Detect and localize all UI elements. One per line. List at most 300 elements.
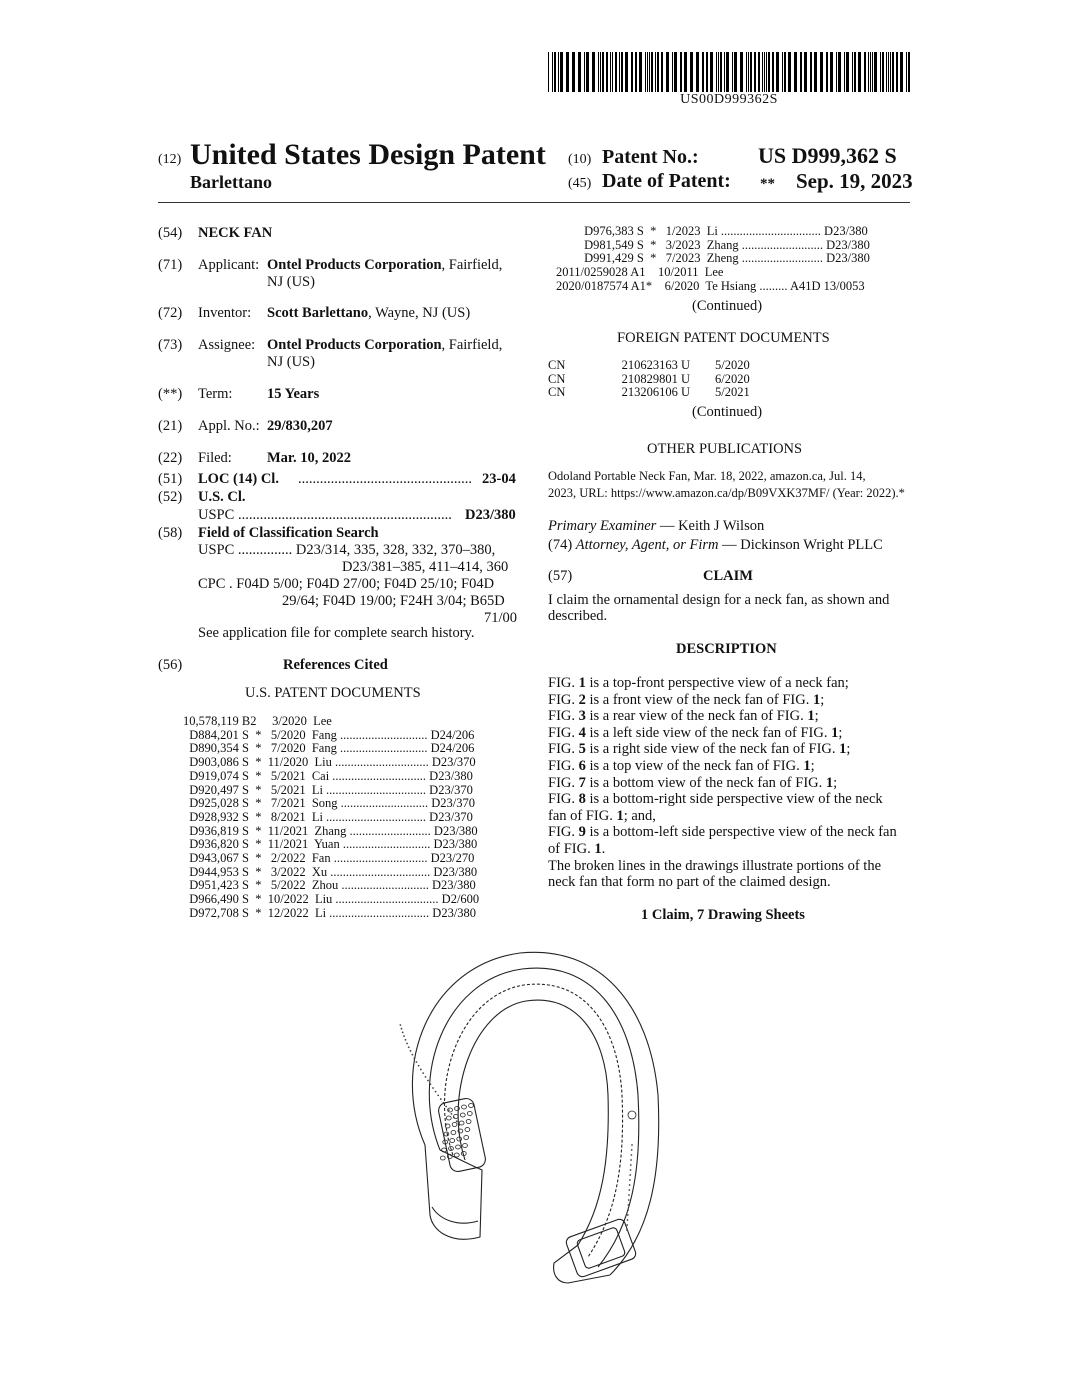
field-22-code: (22): [158, 450, 183, 466]
claim-text-2: described.: [548, 608, 608, 624]
vent-dot: [418, 1065, 420, 1067]
barcode-bar: [740, 52, 743, 92]
barcode-bar: [784, 52, 786, 92]
barcode-bar: [619, 52, 620, 92]
figure-number: 1: [812, 691, 821, 708]
reference-row: D972,708 S * 12/2022 Li ................................ D23/380: [183, 905, 477, 920]
vent-dot: [435, 1091, 437, 1093]
vent-dot: [403, 1035, 405, 1037]
grille-hole: [446, 1116, 451, 1120]
grille-hole: [467, 1112, 472, 1116]
foreign-references-list: [548, 359, 750, 400]
vent-dot: [401, 1028, 403, 1030]
continued-label-2: (Continued): [692, 404, 763, 420]
barcode-bar: [892, 52, 894, 92]
grille-hole: [444, 1132, 449, 1136]
barcode-bar: [702, 52, 704, 92]
reference-row: D944,953 S * 3/2022 Xu ................................ D23/380: [183, 864, 478, 879]
vent-dot: [627, 1214, 629, 1216]
description-text: ;: [833, 774, 838, 791]
grille-hole: [445, 1124, 450, 1128]
barcode-bar: [720, 52, 722, 92]
description-text: FIG.: [548, 691, 579, 708]
foreign-reference-row: CN 210829801 U 6/2020: [548, 371, 750, 386]
field-72-code: (72): [158, 305, 183, 321]
barcode-bar: [872, 52, 873, 92]
us-patent-docs-heading: U.S. PATENT DOCUMENTS: [245, 685, 421, 701]
search-note: See application file for complete search history.: [198, 625, 475, 641]
barcode-bar: [655, 52, 656, 92]
vent-dot: [628, 1204, 630, 1206]
description-text: is a top-front perspective view of a neck fan;: [585, 675, 849, 691]
vent-dot: [456, 1120, 458, 1122]
description-text: is a bottom view of the neck fan of FIG.: [585, 774, 826, 791]
reference-row: D903,086 S * 11/2020 Liu .............................. D23/370: [183, 755, 476, 770]
grille-hole: [454, 1153, 459, 1157]
barcode-bar: [858, 52, 861, 92]
barcode-bar: [846, 52, 849, 92]
claim-code: (57): [548, 568, 573, 584]
barcode-bar: [621, 52, 623, 92]
figure-number: 7: [578, 774, 586, 791]
assignee-location-2: NJ (US): [267, 354, 315, 370]
claim-text-1: I claim the ornamental design for a neck fan, as shown and: [548, 592, 890, 608]
grille-hole: [456, 1145, 461, 1149]
reference-row: D943,067 S * 2/2022 Fan .............................. D23/270: [183, 851, 475, 866]
description-text: FIG.: [548, 824, 579, 841]
patent-no-label: Patent No.:: [602, 146, 699, 168]
description-line: [548, 841, 910, 858]
barcode-bar: [706, 52, 708, 92]
barcode-bar: [606, 52, 608, 92]
barcode-bar: [598, 52, 599, 92]
vent-dot: [405, 1039, 407, 1041]
barcode-bar: [684, 52, 687, 92]
figure-number: 1: [825, 774, 834, 791]
vent-dot: [458, 1124, 460, 1126]
barcode-bar: [600, 52, 601, 92]
term-label: Term:: [198, 386, 233, 402]
barcode-bar: [868, 52, 869, 92]
grille-hole: [450, 1139, 455, 1143]
description-text: ;: [810, 757, 815, 774]
vent-dot: [406, 1043, 408, 1045]
header-rule: [158, 202, 910, 203]
barcode-bar: [649, 52, 650, 92]
vent-dot: [631, 1154, 633, 1156]
field-52-label: U.S. Cl.: [198, 489, 246, 505]
applicant-name: Ontel Products Corporation: [267, 257, 442, 273]
term-code: (**): [158, 386, 183, 402]
description-text: FIG.: [548, 708, 579, 725]
vent-dot: [399, 1024, 401, 1026]
barcode-bar: [647, 52, 648, 92]
description-line: [548, 858, 910, 875]
vent-dot: [422, 1072, 424, 1074]
barcode-bar: [724, 52, 725, 92]
figure-number: 1: [839, 741, 847, 758]
uspc-label: USPC: [198, 507, 235, 523]
grille-hole: [452, 1123, 457, 1127]
reference-row: D981,549 S * 3/2023 Zhang .......................... D23/380: [556, 237, 870, 252]
vent-dot: [425, 1076, 427, 1078]
barcode-bar: [836, 52, 837, 92]
reference-row: D936,819 S * 11/2021 Zhang .......................... D23/380: [183, 823, 478, 838]
barcode-bar: [852, 52, 853, 92]
barcode-bar: [657, 52, 659, 92]
barcode-bar: [651, 52, 653, 92]
barcode-number: US00D999362S: [680, 92, 778, 107]
vent-dot: [628, 1194, 630, 1196]
vent-dot: [453, 1117, 455, 1119]
reference-row: D951,423 S * 5/2022 Zhou ............................ D23/380: [183, 878, 476, 893]
vent-dot: [408, 1046, 410, 1048]
attorney-code: (74): [548, 537, 573, 553]
reference-row: D976,383 S * 1/2023 Li ................................ D23/380: [556, 224, 868, 238]
description-line: [548, 675, 910, 692]
vent-dot: [432, 1087, 434, 1089]
grille-hole: [451, 1131, 456, 1135]
field-54-title: NECK FAN: [198, 225, 273, 241]
vent-dot: [437, 1094, 439, 1096]
barcode-bar: [661, 52, 663, 92]
barcode-bar: [631, 52, 633, 92]
term-value: 15 Years: [267, 386, 320, 402]
field-54-code: (54): [158, 225, 183, 241]
grille-hole: [466, 1120, 471, 1124]
assignee-location: , Fairfield,: [441, 337, 503, 353]
description-text: .: [601, 840, 606, 857]
vent-dot: [410, 1050, 412, 1052]
barcode-bar: [810, 52, 812, 92]
field-51-code: (51): [158, 471, 183, 487]
barcode-bar: [548, 52, 549, 92]
barcode-bar: [716, 52, 717, 92]
description-text: is a top view of the neck fan of FIG.: [585, 757, 804, 774]
code-10: (10): [568, 152, 592, 167]
reference-row: D928,932 S * 8/2021 Li ................................ D23/370: [183, 809, 473, 824]
us-references-continued: [556, 225, 870, 294]
description-line: [548, 791, 910, 808]
uspc-dots: ...........................................................: [238, 507, 452, 523]
description-line: [548, 808, 910, 825]
description-text: is a rear view of the neck fan of FIG.: [585, 708, 808, 725]
description-text: fan of FIG.: [548, 807, 617, 824]
figure-number: 9: [578, 824, 586, 841]
figure-number: 1: [807, 708, 815, 725]
field-51-label: LOC (14) Cl.: [198, 471, 279, 487]
figure-number: 2: [578, 691, 586, 708]
figure-number: 1: [594, 840, 602, 857]
barcode-bar: [612, 52, 613, 92]
grille-hole: [462, 1105, 467, 1109]
field-56-code: (56): [158, 657, 183, 673]
description-text: is a right side view of the neck fan of FIG.: [585, 741, 840, 758]
grille-hole: [465, 1128, 470, 1132]
figure-number: 1: [831, 724, 839, 741]
figure-number: 6: [578, 757, 586, 774]
barcode-bar: [572, 52, 575, 92]
vent-dot: [630, 1164, 632, 1166]
search-uspc-1: USPC ............... D23/314, 335, 328, 332, 370–380,: [198, 542, 496, 558]
field-73-code: (73): [158, 337, 183, 353]
barcode-bar: [560, 52, 563, 92]
barcode-bar: [830, 52, 833, 92]
vent-dot: [413, 1057, 415, 1059]
other-publications-heading: OTHER PUBLICATIONS: [647, 441, 803, 457]
vent-dot: [628, 1189, 630, 1191]
other-publication-2: 2023, URL: https://www.amazon.ca/dp/B09VXK37MF/ (Year: 2022).*: [548, 486, 905, 500]
vent-dot: [445, 1106, 447, 1108]
figure-number: 1: [803, 757, 811, 774]
description-text: is a front view of the neck fan of FIG.: [585, 691, 813, 708]
figure-number: 3: [578, 708, 586, 725]
field-73-value: [267, 337, 502, 354]
grille-hole: [440, 1156, 445, 1160]
field-22-label: Filed:: [198, 450, 232, 466]
us-references-list: [183, 715, 479, 921]
barcode-bar: [864, 52, 866, 92]
description-text: FIG.: [548, 724, 579, 741]
vent-dot: [630, 1169, 632, 1171]
reference-row: 2011/0259028 A1 10/2011 Lee: [556, 265, 724, 280]
vent-dot: [440, 1098, 442, 1100]
barcode-bar: [586, 52, 589, 92]
grille-hole: [464, 1136, 469, 1140]
description-text: neck fan that form no part of the claimed design.: [548, 874, 831, 891]
barcode-bar: [554, 52, 556, 92]
reference-row: D925,028 S * 7/2021 Song ............................ D23/370: [183, 796, 476, 811]
grille-hole: [469, 1104, 474, 1108]
barcode-bar: [558, 52, 559, 92]
field-52-code: (52): [158, 489, 183, 505]
vent-dot: [630, 1159, 632, 1161]
search-cpc-3: 71/00: [484, 610, 518, 626]
reference-row: D991,429 S * 7/2023 Zheng .......................... D23/380: [556, 251, 870, 266]
figure-number: 1: [616, 807, 624, 824]
barcode-bar: [672, 52, 673, 92]
barcode-bar: [645, 52, 646, 92]
vent-dot: [448, 1109, 450, 1111]
barcode-bar: [844, 52, 845, 92]
description-line: [548, 725, 910, 742]
barcode-bar: [690, 52, 693, 92]
description-text: FIG.: [548, 774, 579, 791]
attorney-line: [548, 537, 883, 554]
barcode-bar: [776, 52, 779, 92]
inventor-name: Scott Barlettano: [267, 305, 369, 321]
barcode-bar: [710, 52, 713, 92]
date-label: Date of Patent:: [602, 170, 731, 192]
barcode-bar: [748, 52, 749, 92]
vent-dot: [451, 1113, 453, 1115]
reference-row: D919,074 S * 5/2021 Cai .............................. D23/380: [183, 768, 473, 783]
barcode-bar: [882, 52, 884, 92]
reference-row: D936,820 S * 11/2021 Yuan ............................ D23/380: [183, 837, 478, 852]
reference-row: 2020/0187574 A1* 6/2020 Te Hsiang ......... A41D 13/0053: [556, 278, 865, 293]
description-text: is a bottom-right side perspective view of the neck: [585, 791, 883, 808]
figure-number: 1: [578, 675, 586, 691]
references-cited-label: References Cited: [283, 657, 388, 673]
vent-dot: [626, 1229, 628, 1231]
barcode-bar: [696, 52, 699, 92]
patent-date: Sep. 19, 2023: [796, 169, 913, 193]
barcode-bar: [838, 52, 841, 92]
description-line: [548, 758, 910, 775]
search-uspc-2: D23/381–385, 411–414, 360: [342, 559, 509, 575]
vent-dot: [627, 1219, 629, 1221]
barcode-bar: [906, 52, 907, 92]
inventor-surname: Barlettano: [190, 172, 272, 192]
vent-dot: [629, 1174, 631, 1176]
field-71-code: (71): [158, 257, 183, 273]
search-cpc-2: 29/64; F04D 19/00; F24H 3/04; B65D: [282, 593, 505, 609]
barcode-bar: [782, 52, 783, 92]
assignee-name: Ontel Products Corporation: [267, 337, 442, 353]
reference-row: D966,490 S * 10/2022 Liu ................................. D2/600: [183, 892, 480, 907]
description-list: [548, 675, 910, 891]
barcode-bar: [734, 52, 737, 92]
barcode-bar: [788, 52, 791, 92]
vent-dot: [402, 1032, 404, 1034]
vent-dot: [629, 1179, 631, 1181]
barcode-bar: [566, 52, 569, 92]
patent-number: US D999,362 S: [758, 143, 897, 168]
barcode: [548, 52, 910, 92]
description-line: [548, 708, 910, 725]
barcode-bar: [762, 52, 763, 92]
document-title: United States Design Patent: [190, 138, 546, 171]
barcode-bar: [758, 52, 760, 92]
barcode-bar: [602, 52, 604, 92]
description-text: ;: [814, 708, 819, 725]
figure-number: 8: [578, 791, 586, 808]
barcode-bar: [890, 52, 891, 92]
foreign-reference-row: CN 213206106 U 5/2021: [548, 385, 750, 400]
barcode-bar: [854, 52, 856, 92]
description-line: [548, 874, 910, 891]
field-72-label: Inventor:: [198, 305, 252, 321]
barcode-bar: [578, 52, 581, 92]
description-text: FIG.: [548, 757, 579, 774]
vent-dot: [416, 1061, 418, 1063]
examiner-label: Primary Examiner: [548, 518, 657, 534]
barcode-bar: [886, 52, 887, 92]
barcode-bar: [880, 52, 881, 92]
barcode-bar: [625, 52, 628, 92]
vent-dot: [430, 1083, 432, 1085]
barcode-bar: [680, 52, 682, 92]
field-21-code: (21): [158, 418, 183, 434]
barcode-bar: [768, 52, 770, 92]
continued-label-1: (Continued): [692, 298, 763, 314]
vent-dot: [631, 1144, 633, 1146]
barcode-bar: [820, 52, 823, 92]
barcode-bar: [639, 52, 642, 92]
barcode-bar: [896, 52, 898, 92]
grille-hole: [460, 1113, 465, 1117]
barcode-bar: [584, 52, 585, 92]
barcode-bar: [718, 52, 719, 92]
claims-sheets: 1 Claim, 7 Drawing Sheets: [641, 907, 805, 923]
barcode-bar: [804, 52, 807, 92]
vent-dot: [411, 1054, 413, 1056]
barcode-bar: [615, 52, 617, 92]
examiner-line: [548, 518, 764, 535]
inventor-location: , Wayne, NJ (US): [368, 305, 471, 321]
field-71-value: [267, 257, 502, 274]
date-mark: **: [760, 176, 775, 192]
attorney-name: — Dickinson Wright PLLC: [722, 537, 883, 553]
field-73-label: Assignee:: [198, 337, 256, 353]
description-line: [548, 741, 910, 758]
barcode-bar: [900, 52, 903, 92]
description-line: [548, 824, 910, 841]
barcode-bar: [732, 52, 733, 92]
vent-dot: [626, 1224, 628, 1226]
figure-number: 4: [578, 724, 586, 741]
barcode-bar: [800, 52, 802, 92]
barcode-bar: [764, 52, 765, 92]
search-cpc-1: CPC . F04D 5/00; F04D 27/00; F04D 25/10; F04D: [198, 576, 495, 592]
neck-fan-drawing: [370, 945, 710, 1285]
barcode-bar: [826, 52, 828, 92]
barcode-bar: [746, 52, 747, 92]
description-text: of FIG.: [548, 840, 595, 857]
barcode-bar: [874, 52, 877, 92]
vent-dot: [627, 1209, 629, 1211]
other-publication-1: Odoland Portable Neck Fan, Mar. 18, 2022, amazon.ca, Jul. 14,: [548, 469, 866, 483]
barcode-bar: [592, 52, 595, 92]
reference-row: 10,578,119 B2 3/2020 Lee: [183, 714, 332, 728]
description-text: FIG.: [548, 675, 579, 691]
description-line: [548, 775, 910, 792]
vent-dot: [443, 1102, 445, 1104]
description-heading: DESCRIPTION: [676, 641, 777, 657]
barcode-bar: [870, 52, 871, 92]
description-text: is a bottom-left side perspective view of the neck fan: [585, 824, 897, 841]
description-text: ;: [838, 724, 843, 741]
description-text: ; and,: [623, 807, 656, 824]
description-text: The broken lines in the drawings illustrate portions of the: [548, 857, 882, 874]
field-51-dots: ................................................: [298, 471, 472, 487]
barcode-bar: [814, 52, 817, 92]
reference-row: D920,497 S * 5/2021 Li ................................ D23/370: [183, 782, 473, 797]
barcode-bar: [635, 52, 637, 92]
barcode-bar: [794, 52, 797, 92]
code-12: (12): [158, 152, 182, 167]
reference-row: D890,354 S * 7/2020 Fang ............................ D24/206: [183, 741, 475, 756]
vent-dot: [631, 1149, 633, 1151]
grille-hole: [457, 1137, 462, 1141]
foreign-reference-row: CN 210623163 U 5/2020: [548, 358, 750, 372]
attorney-label: Attorney, Agent, or Firm: [575, 537, 719, 553]
field-71-label: Applicant:: [198, 257, 260, 273]
barcode-bar: [888, 52, 889, 92]
description-line: [548, 692, 910, 709]
applicant-location-2: NJ (US): [267, 274, 315, 290]
reference-row: D884,201 S * 5/2020 Fang ............................ D24/206: [183, 727, 475, 742]
vent-dot: [628, 1199, 630, 1201]
barcode-bar: [772, 52, 774, 92]
field-72-value: [267, 305, 470, 322]
loc-class: 23-04: [482, 471, 516, 487]
vent-dot: [427, 1080, 429, 1082]
barcode-bar: [750, 52, 752, 92]
uspc-class: D23/380: [465, 507, 516, 523]
field-58-code: (58): [158, 525, 183, 541]
figure-number: 5: [578, 741, 586, 758]
